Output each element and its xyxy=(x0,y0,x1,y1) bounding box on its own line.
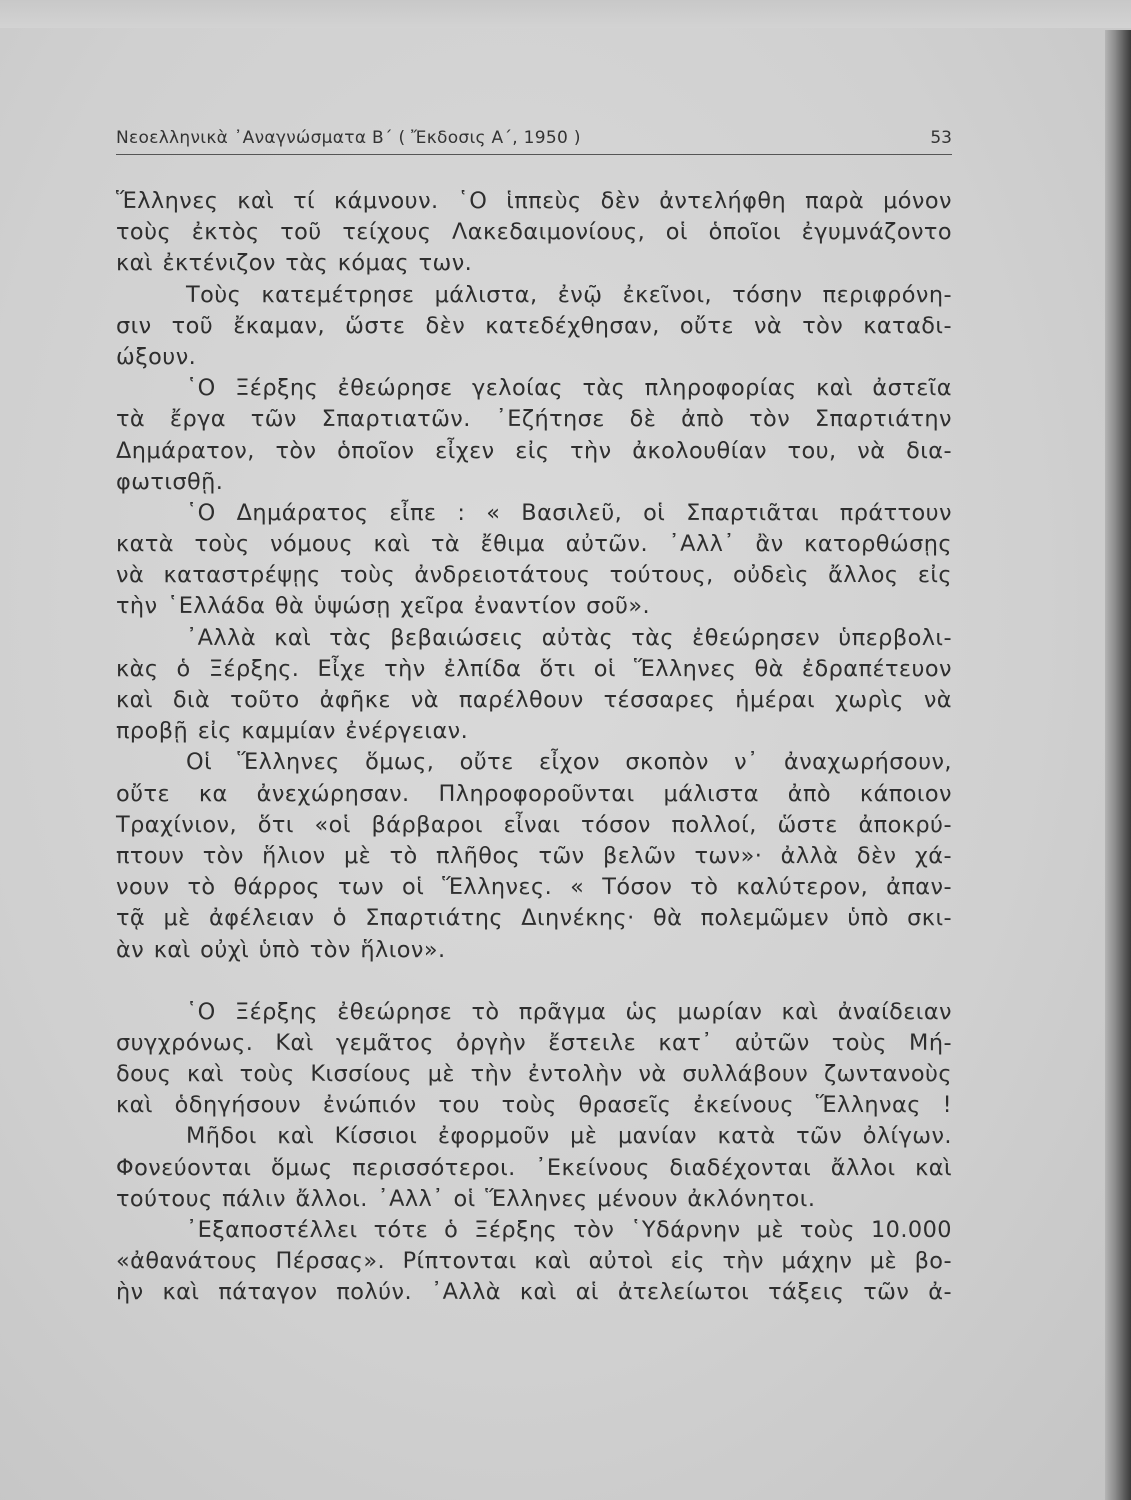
text-line: Τραχίνιον, ὅτι «οἱ βάρβαροι εἶναι τόσον πολλοί, ὥστε ἀποκρύ- xyxy=(116,811,952,838)
text-line: φωτισθῇ. xyxy=(116,468,224,495)
text-line: Τοὺς κατεμέτρησε μάλιστα, ἐνῷ ἐκεῖνοι, τόσην περιφρόνη- xyxy=(186,281,952,308)
text-line: κατὰ τοὺς νόμους καὶ τὰ ἔθιμα αὐτῶν. ᾿Αλλ᾿ ἂν κατορθώσῃς xyxy=(116,531,952,558)
text-line: ῾Ο Ξέρξης ἐθεώρησε τὸ πρᾶγμα ὡς μωρίαν καὶ ἀναίδειαν xyxy=(186,998,952,1025)
text-line: προβῇ εἰς καμμίαν ἐνέργειαν. xyxy=(116,718,469,745)
text-line: Φονεύονται ὅμως περισσότεροι. ᾿Εκείνους διαδέχονται ἄλλοι καὶ xyxy=(116,1154,952,1181)
text-line: «ἀθανάτους Πέρσας». Ρίπτονται καὶ αὐτοὶ εἰς τὴν μάχην μὲ βο- xyxy=(116,1248,952,1275)
text-line: οὔτε κα ἀνεχώρησαν. Πληροφοροῦνται μάλιστα ἀπὸ κάποιον xyxy=(116,780,952,807)
text-line: κὰς ὁ Ξέρξης. Εἶχε τὴν ἐλπίδα ὅτι οἱ Ἕλληνες θὰ ἐδραπέτευον xyxy=(116,655,952,682)
text-line: συγχρόνως. Καὶ γεμᾶτος ὀργὴν ἔστειλε κατ᾿ αὐτῶν τοὺς Μή- xyxy=(116,1029,952,1056)
text-line: ώξουν. xyxy=(116,343,197,370)
text-line: τούτους πάλιν ἄλλοι. ᾿Αλλ᾿ οἱ Ἕλληνες μένουν ἀκλόνητοι. xyxy=(116,1185,816,1212)
text-line: νὰ καταστρέψῃς τοὺς ἀνδρειοτάτους τούτους, οὐδεὶς ἄλλος εἰς xyxy=(116,562,952,589)
text-line: σιν τοῦ ἔκαμαν, ὥστε δὲν κατεδέχθησαν, οὔτε νὰ τὸν καταδι- xyxy=(116,312,952,339)
paragraph-gap xyxy=(116,966,952,997)
text-line: ὴν καὶ πάταγον πολύν. ᾿Αλλὰ καὶ αἱ ἀτελείωτοι τάξεις τῶν ἀ- xyxy=(116,1279,952,1306)
text-line: ὰν καὶ οὐχὶ ὑπὸ τὸν ἥλιον». xyxy=(116,936,446,963)
text-line: καὶ ἐκτένιζον τὰς κόμας των. xyxy=(116,250,473,277)
text-line: Μῆδοι καὶ Κίσσιοι ἐφορμοῦν μὲ μανίαν κατὰ τῶν ὀλίγων. xyxy=(186,1123,952,1150)
text-line: νουν τὸ θάρρος των οἱ Ἕλληνες. « Τόσον τὸ καλύτερον, ἀπαν- xyxy=(116,874,952,901)
body-text xyxy=(116,186,952,1309)
header-title: Νεοελληνικὰ ᾿Αναγνώσματα Β΄ ( Ἔκδοσις Α΄, 1950 ) xyxy=(116,128,581,148)
text-line: ῾Ο Δημάρατος εἶπε : « Βασιλεῦ, οἱ Σπαρτιᾶται πράττουν xyxy=(186,499,952,526)
text-line: τὰ ἔργα τῶν Σπαρτιατῶν. ᾿Εζήτησε δὲ ἀπὸ τὸν Σπαρτιάτην xyxy=(116,406,952,433)
text-line: καὶ διὰ τοῦτο ἀφῆκε νὰ παρέλθουν τέσσαρες ἡμέραι χωρὶς νὰ xyxy=(116,687,952,713)
text-line: ᾿Αλλὰ καὶ τὰς βεβαιώσεις αὐτὰς τὰς ἐθεώρησεν ὑπερβολι- xyxy=(186,624,952,651)
text-line: Ἕλληνες καὶ τί κάμνουν. ῾Ο ἱππεὺς δὲν ἀντελήφθη παρὰ μόνον xyxy=(116,188,952,214)
text-line: ᾿Εξαποστέλλει τότε ὁ Ξέρξης τὸν ῾Υδάρνην μὲ τοὺς 10.000 xyxy=(186,1217,952,1243)
text-line: καὶ ὁδηγήσουν ἐνώπιόν του τοὺς θρασεῖς ἐκείνους Ἕλληνας ! xyxy=(116,1092,952,1119)
text-line: τὴν ῾Ελλάδα θὰ ὑψώσῃ χεῖρα ἐναντίον σοῦ». xyxy=(116,593,651,620)
text-line: πτουν τὸν ἥλιον μὲ τὸ πλῆθος τῶν βελῶν των»· ἀλλὰ δὲν χά- xyxy=(116,842,952,869)
running-header xyxy=(116,126,952,155)
text-line: Δημάρατον, τὸν ὁποῖον εἶχεν εἰς τὴν ἀκολουθίαν του, νὰ δια- xyxy=(116,437,952,464)
text-line: δους καὶ τοὺς Κισσίους μὲ τὴν ἐντολὴν νὰ συλλάβουν ζωντανοὺς xyxy=(116,1061,952,1088)
page-top-edge xyxy=(0,0,1131,28)
book-spine-shadow xyxy=(1105,30,1131,1500)
text-line: ῾Ο Ξέρξης ἐθεώρησε γελοίας τὰς πληροφορίας καὶ ἀστεῖα xyxy=(186,375,952,402)
text-line: Οἱ Ἕλληνες ὅμως, οὔτε εἶχον σκοπὸν ν᾿ ἀναχωρήσουν, xyxy=(186,749,952,776)
page-number: 53 xyxy=(930,128,952,148)
text-line: τοὺς ἐκτὸς τοῦ τείχους Λακεδαιμονίους, οἱ ὁποῖοι ἐγυμνάζοντο xyxy=(116,219,952,246)
text-line: τᾷ μὲ ἀφέλειαν ὁ Σπαρτιάτης Διηνέκης· θὰ πολεμῶμεν ὑπὸ σκι- xyxy=(116,905,952,932)
